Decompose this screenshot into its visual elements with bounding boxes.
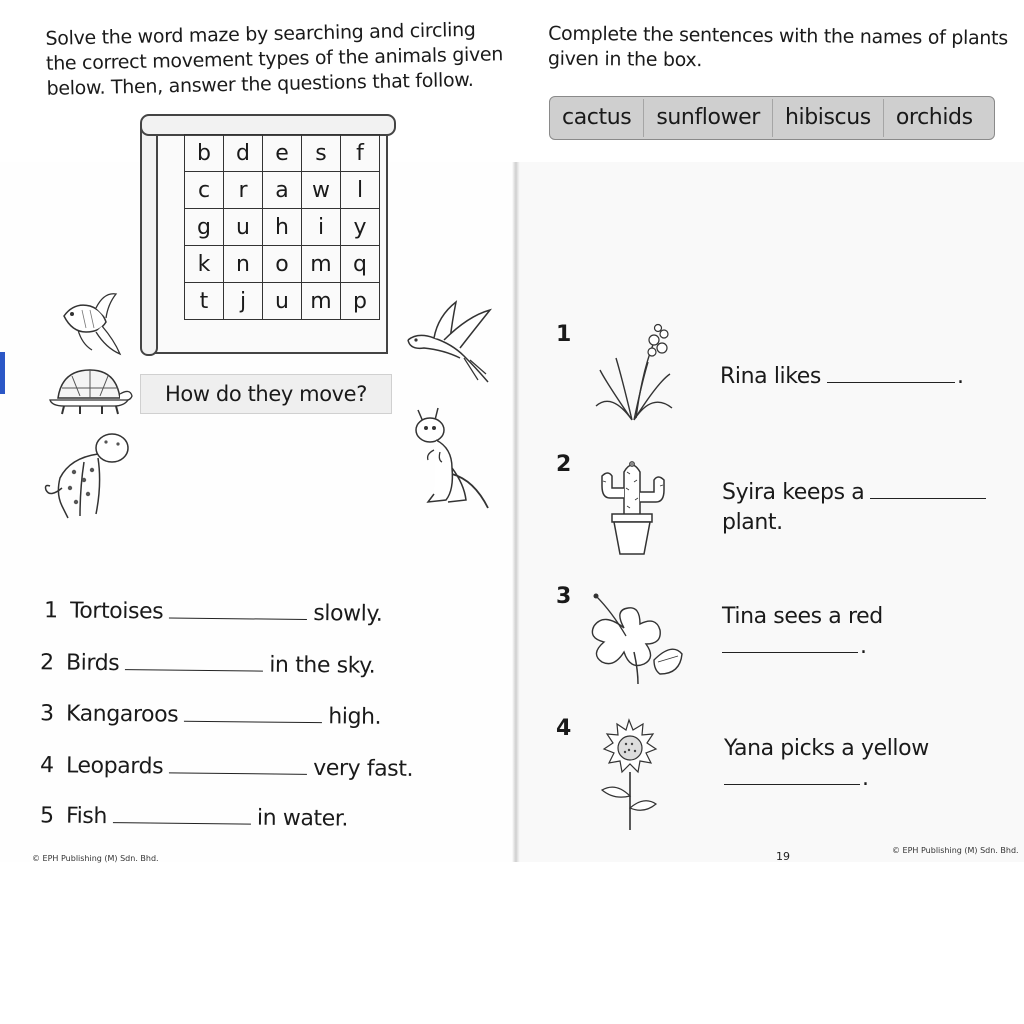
grid-cell[interactable]: l <box>341 172 380 209</box>
question-1 <box>44 598 383 627</box>
word-maze-grid[interactable] <box>184 134 380 320</box>
question-ending: very fast. <box>313 755 414 782</box>
question-subject: Fish <box>65 803 108 830</box>
grid-row <box>185 135 380 172</box>
item-4-sentence: Yana picks a yellow . <box>724 736 929 791</box>
grid-cell[interactable]: s <box>302 135 341 172</box>
question-subject: Tortoises <box>69 598 164 625</box>
word-box-item: hibiscus <box>773 99 884 137</box>
question-ending: in the sky. <box>269 652 376 679</box>
page-edge-tab <box>0 352 5 394</box>
question-subject: Leopards <box>65 753 164 780</box>
word-box-item: cactus <box>550 99 644 137</box>
scroll-curl-top <box>140 114 396 136</box>
sentence-text-line2: plant. <box>722 510 783 535</box>
grid-row <box>185 209 380 246</box>
answer-blank[interactable] <box>870 480 986 499</box>
bird-icon <box>404 296 496 388</box>
sentence-text: Yana picks a yellow <box>724 736 929 761</box>
answer-blank[interactable] <box>113 804 251 824</box>
fish-icon <box>56 288 122 358</box>
grid-cell[interactable]: o <box>263 246 302 283</box>
word-maze-scroll <box>140 114 396 356</box>
answer-blank[interactable] <box>169 754 307 774</box>
hibiscus-icon <box>584 592 688 686</box>
cactus-icon <box>596 454 668 558</box>
question-5 <box>40 803 348 831</box>
book-gutter <box>512 162 520 862</box>
grid-cell[interactable]: i <box>302 209 341 246</box>
question-number: 4 <box>39 753 54 779</box>
question-ending: in water. <box>256 805 349 832</box>
answer-blank[interactable] <box>724 766 860 785</box>
sentence-text: Rina likes <box>720 364 821 389</box>
question-ending: high. <box>328 704 382 730</box>
grid-cell[interactable]: h <box>263 209 302 246</box>
question-subject: Birds <box>65 650 120 677</box>
item-number: 2 <box>556 452 572 477</box>
kangaroo-icon <box>408 404 494 514</box>
question-number: 3 <box>39 701 54 727</box>
word-box-item: orchids <box>895 105 973 130</box>
grid-cell[interactable]: t <box>185 283 224 320</box>
word-box-item: sunflower <box>644 99 773 137</box>
left-copyright: © EPH Publishing (M) Sdn. Bhd. <box>32 854 159 863</box>
grid-cell[interactable]: m <box>302 283 341 320</box>
question-number: 2 <box>39 650 54 676</box>
item-3-sentence: Tina sees a red . <box>722 604 883 659</box>
right-copyright: © EPH Publishing (M) Sdn. Bhd. <box>892 846 1019 855</box>
question-banner: How do they move? <box>140 374 392 414</box>
answer-blank[interactable] <box>827 364 955 383</box>
grid-row <box>185 246 380 283</box>
sentence-text: Syira keeps a <box>722 480 865 505</box>
grid-cell[interactable]: g <box>185 209 224 246</box>
orchid-icon <box>592 322 678 422</box>
plant-word-box <box>549 96 995 140</box>
grid-cell[interactable]: a <box>263 172 302 209</box>
grid-row <box>185 172 380 209</box>
item-number: 1 <box>556 322 572 347</box>
tortoise-icon <box>44 362 134 418</box>
grid-cell[interactable]: c <box>185 172 224 209</box>
sentence-text: Tina sees a red <box>722 604 883 629</box>
question-3 <box>40 701 381 730</box>
left-instructions: Solve the word maze by searching and circling the correct movement types of the animals given below. Then, answer the questions that follow. <box>45 18 504 100</box>
grid-cell[interactable]: q <box>341 246 380 283</box>
grid-cell[interactable]: r <box>224 172 263 209</box>
question-subject: Kangaroos <box>65 701 179 728</box>
grid-cell[interactable]: n <box>224 246 263 283</box>
grid-cell[interactable]: e <box>263 135 302 172</box>
grid-cell[interactable]: k <box>185 246 224 283</box>
answer-blank[interactable] <box>184 703 322 723</box>
question-number: 5 <box>39 803 54 829</box>
grid-cell[interactable]: u <box>224 209 263 246</box>
grid-cell[interactable]: f <box>341 135 380 172</box>
grid-cell[interactable]: j <box>224 283 263 320</box>
grid-cell[interactable]: m <box>302 246 341 283</box>
leopard-icon <box>40 428 132 522</box>
right-instructions: Complete the sentences with the names of plants given in the box. <box>547 22 1008 72</box>
grid-cell[interactable]: y <box>341 209 380 246</box>
grid-cell[interactable]: w <box>302 172 341 209</box>
answer-blank[interactable] <box>722 634 858 653</box>
grid-cell[interactable]: d <box>224 135 263 172</box>
page-number: 19 <box>776 850 790 863</box>
item-number: 4 <box>556 716 572 741</box>
question-4 <box>40 753 413 782</box>
answer-blank[interactable] <box>169 600 307 620</box>
item-2-sentence <box>722 478 992 538</box>
scroll-curl-left <box>140 118 158 356</box>
answer-blank[interactable] <box>125 651 263 671</box>
grid-cell[interactable]: b <box>185 135 224 172</box>
item-number: 3 <box>556 584 572 609</box>
grid-row <box>185 283 380 320</box>
question-2 <box>40 650 376 679</box>
grid-cell[interactable]: u <box>263 283 302 320</box>
sunflower-icon <box>598 716 660 832</box>
question-ending: slowly. <box>313 601 383 627</box>
question-number: 1 <box>43 598 58 624</box>
item-1-sentence: Rina likes . <box>720 364 964 389</box>
grid-cell[interactable]: p <box>341 283 380 320</box>
